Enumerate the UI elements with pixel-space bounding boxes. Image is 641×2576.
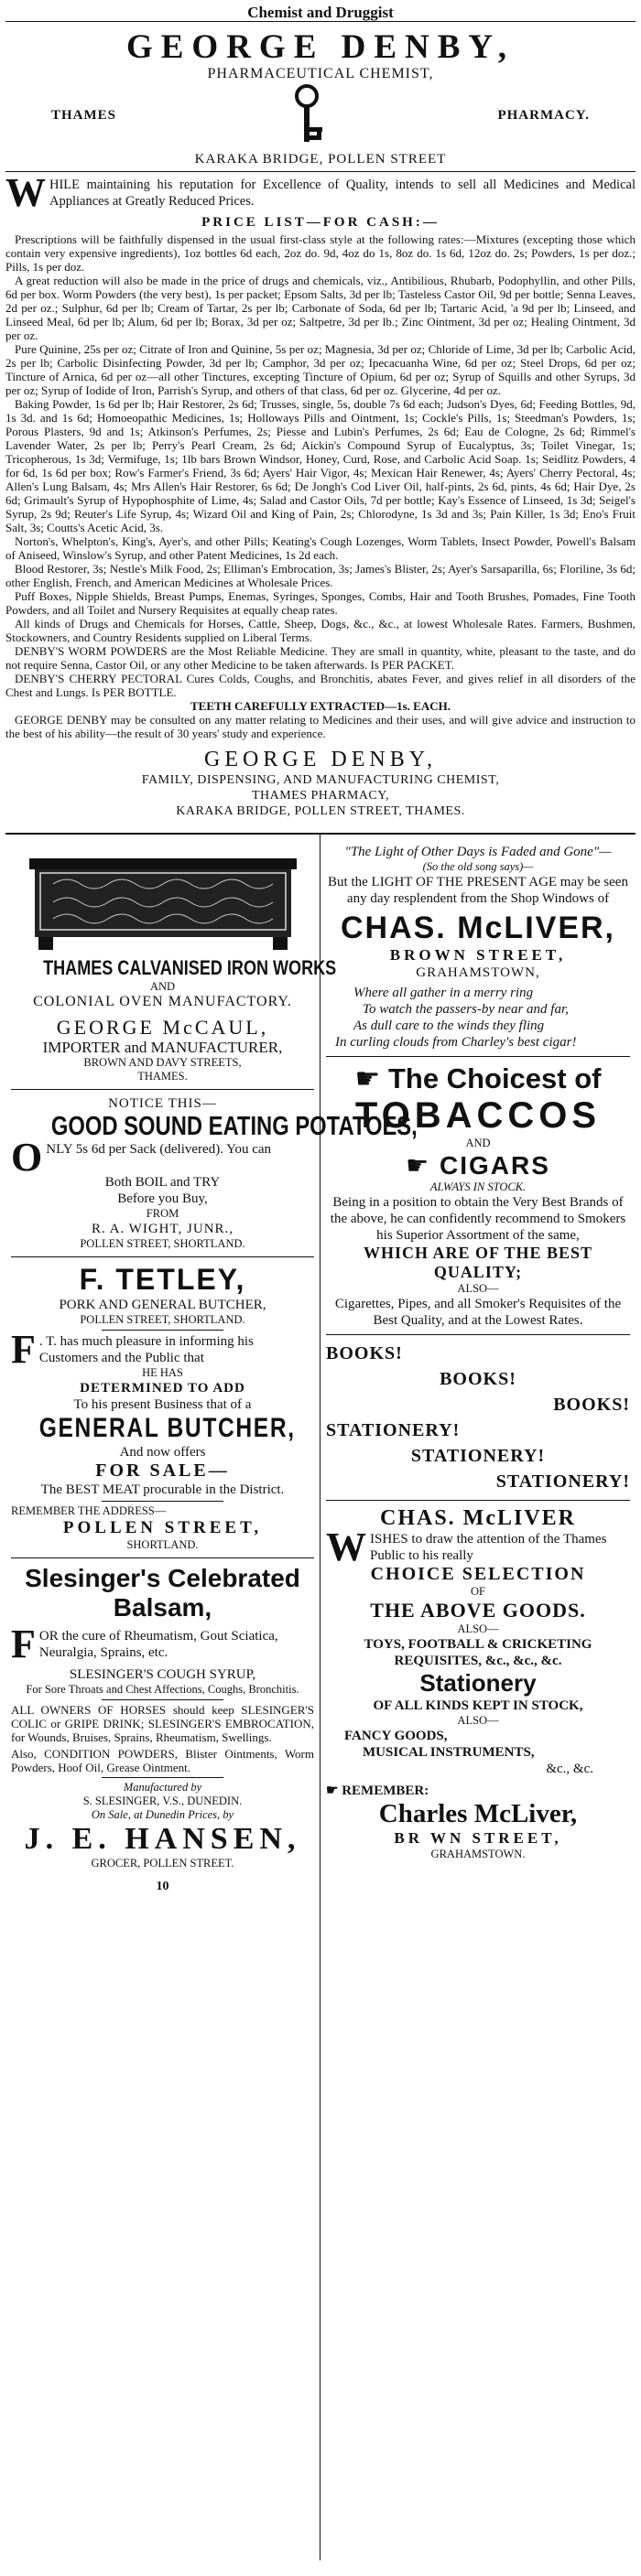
slesinger-advert (11, 1558, 314, 1900)
slesinger-on-sale: On Sale, at Dunedin Prices, by (91, 1808, 234, 1821)
potatoes-price-text: NLY 5s 6d per Sack (delivered). You can (46, 1142, 272, 1157)
denby-closing: GEORGE DENBY may be consulted on any matter relating to Medicines and their uses, and will give advice and instruction to the best of his ability—the result of 30 years' study and experience. (5, 713, 636, 740)
poem-song: (So the old song says)— (422, 860, 534, 873)
price-paragraph: Blood Restorer, 3s; Nestle's Milk Food, 2s; Elliman's Embrocation, 3s; James's Blister, 2s; Ayer's Sarsaparilla, 6s; Floriline, 3s 6d; other English, French, and American Medicines at Wholesale Prices. (5, 562, 636, 589)
slesinger-maker: S. SLESINGER, V.S., DUNEDIN. (82, 1795, 243, 1807)
tetley-general-butcher: GENERAL BUTCHER, (38, 1413, 296, 1443)
slesinger-owners: ALL OWNERS OF HORSES should keep SLESINGER'S COLIC or GRIPE DRINK; SLESINGER'S EMBROCATION, for Wounds, Bruises, Sprains, Rheumatism, Swellings. (11, 1703, 314, 1744)
mccaul-streets: BROWN AND DAVY STREETS, (83, 1056, 242, 1069)
potatoes-seller: R. A. WIGHT, JUNR., (91, 1222, 234, 1236)
mcliver-also-1: ALSO— (457, 1622, 499, 1635)
tetley-trade: PORK AND GENERAL BUTCHER, (59, 1298, 266, 1312)
signature-name: Charles McLiver, (378, 1799, 578, 1828)
hansen-name: J. E. HANSEN, (24, 1822, 301, 1856)
mcliver-advert (326, 1501, 630, 1867)
mcliver-fancy: FANCY GOODS, (344, 1729, 448, 1743)
poem-verse (326, 985, 630, 1051)
mcliver-kinds: OF ALL KINDS KEPT IN STOCK, (373, 1698, 583, 1713)
potatoes-advert (11, 1090, 418, 1257)
stationery-row (326, 1417, 630, 1443)
choicest-heading (326, 1062, 630, 1095)
potatoes-notice: NOTICE THIS— (108, 1096, 217, 1111)
potatoes-from: FROM (146, 1207, 179, 1220)
mcliver-goods: THE ABOVE GOODS. (370, 1599, 586, 1622)
key-row (5, 82, 636, 148)
poem-street: BROWN STREET, (389, 946, 567, 964)
key-icon (279, 83, 334, 147)
denby-footer-line1: FAMILY, DISPENSING, AND MANUFACTURING CHEMIST, (141, 773, 500, 787)
thames-label: THAMES (51, 107, 117, 123)
stationery-row (326, 1469, 630, 1494)
teeth-extraction: TEETH CAREFULLY EXTRACTED—1s. EACH. (190, 699, 451, 713)
potatoes-dropcap: O (11, 1135, 43, 1180)
oven-manufactory: COLONIAL OVEN MANUFACTORY. (33, 994, 292, 1009)
price-paragraph: DENBY'S CHERRY PECTORAL Cures Colds, Coughs, and Bronchitis, abates Fever, and gives relief in all disorders of the Chest and Lungs. Is PER BOTTLE. (5, 672, 636, 699)
stationery-1: STATIONERY! (326, 1420, 461, 1440)
cigars-text: CIGARS (439, 1151, 550, 1180)
tetley-name: F. TETLEY, (79, 1263, 246, 1296)
tetley-street: POLLEN STREET, (62, 1518, 263, 1537)
mcliver-wishes-text: ISHES to draw the attention of the Thames Public to his really (370, 1532, 607, 1563)
tetley-for-sale: FOR SALE— (95, 1460, 230, 1481)
poem-quote: "The Light of Other Days is Faded and Gone"— (344, 845, 612, 859)
books-row (326, 1341, 630, 1366)
mcliver-wishes (326, 1525, 630, 1569)
poem-light: But the LIGHT OF THE PRESENT AGE may be seen any day resplendent from the Shop Windows of (328, 875, 628, 906)
stationery-3: STATIONERY! (495, 1471, 630, 1492)
hansen-address: GROCER, POLLEN STREET. (91, 1857, 234, 1870)
signature-street: BR WN STREET, (394, 1829, 562, 1847)
slesinger-also: Also, CONDITION POWDERS, Blister Ointments, Worm Powders, Hoof Oil, Grease Ointment. (11, 1747, 314, 1774)
tobacco-cigarettes: Cigarettes, Pipes, and all Smoker's Requisites of the Best Quality, and at the Lowest Rates. (334, 1297, 622, 1328)
cigars-heading (326, 1150, 630, 1180)
denby-title: PHARMACEUTICAL CHEMIST, (207, 66, 434, 81)
tetley-dropcap: F (11, 1327, 36, 1372)
mcliver-toys: TOYS, FOOTBALL & CRICKETING REQUISITES, &c., &c., &c. (364, 1637, 592, 1668)
pointing-hand-icon: ☛ (354, 1062, 381, 1094)
tetley-he-has: HE HAS (142, 1366, 183, 1379)
price-paragraph: Pure Quinine, 25s per oz; Citrate of Iron and Quinine, 5s per oz; Magnesia, 3d per oz; Chloride of Lime, 3d per lb; Carbolic Acid, 2s per lb; Carbolic Disinfecting Powder, 3d per lb; Camphor, 3d per oz; Ipecacuanha Wine, 6d per oz; Steel Drops, 6d per oz; Tincture of Arnica, 6d per oz—all other Tinctures, excepting Tincture of Opium, 6d per oz; Syrup of Squills and other Syrups, 3d per oz; Syrup of Iodide of Iron, Parrish's Syrup, and others of that class, 6d per oz. Glycerine, 4d per oz. (5, 342, 636, 397)
mcliver-remember-text: REMEMBER: (342, 1784, 429, 1798)
poem-town: GRAHAMSTOWN, (416, 965, 540, 980)
price-list-heading: PRICE LIST—FOR CASH:— (201, 215, 440, 230)
potatoes-price (11, 1135, 314, 1180)
tetley-address: POLLEN STREET, SHORTLAND. (80, 1313, 245, 1326)
signature-town: GRAHAMSTOWN. (430, 1848, 526, 1860)
stationery-2: STATIONERY! (410, 1446, 546, 1466)
mccaul-trade: IMPORTER and MANUFACTURER, (42, 1039, 283, 1056)
books-3: BOOKS! (553, 1395, 630, 1415)
tetley-remember: REMEMBER THE ADDRESS— (11, 1504, 167, 1517)
mcliver-name: CHAS. McLIVER (379, 1506, 576, 1530)
slesinger-manufactured: Manufactured by (123, 1781, 202, 1794)
right-column (320, 835, 636, 2560)
price-list-body (5, 232, 636, 740)
price-paragraph: All kinds of Drugs and Chemicals for Horses, Cattle, Sheep, Dogs, &c., &c., at lowest Wholesale Rates. Farmers, Bushmen, Stockowners, and Country Residents supplied on Liberal Terms. (5, 617, 636, 644)
running-head: Chemist and Druggist (5, 0, 636, 22)
tetley-place: SHORTLAND. (126, 1538, 199, 1551)
denby-address: KARAKA BRIDGE, POLLEN STREET (194, 152, 447, 167)
iron-works-title: THAMES CALVANISED IRON WORKS (43, 956, 337, 979)
verse-line: To watch the passers-by near and far, (363, 1002, 569, 1017)
tetley-intro (11, 1327, 314, 1372)
page-number: 10 (156, 1880, 169, 1893)
pharmacy-label: PHARMACY. (497, 107, 590, 123)
denby-footer-name: GEORGE DENBY, (204, 748, 437, 771)
poem-mcliver-name: CHAS. McLIVER, (340, 911, 616, 945)
mcliver-remember (326, 1783, 630, 1799)
tetley-offers: And now offers (119, 1445, 206, 1460)
tetley-intro-text: . T. has much pleasure in informing his Customers and the Public that (38, 1334, 254, 1365)
tobacco-which: WHICH ARE OF THE BEST QUALITY; (363, 1244, 593, 1281)
price-paragraph: Puff Boxes, Nipple Shields, Breast Pumps, Enemas, Syringes, Sponges, Combs, Hair and Tooth Brushes, Pomades, Fine Tooth Powders, and all Toilet and Nursery Requisites at equally cheap rates. (5, 589, 636, 617)
books-2: BOOKS! (440, 1369, 516, 1389)
potatoes-headline: GOOD SOUND EATING POTATOES, (50, 1112, 418, 1141)
mcliver-musical: MUSICAL INSTRUMENTS, (363, 1745, 535, 1760)
verse-line: In curling clouds from Charley's best cigar! (335, 1035, 577, 1050)
denby-advertisement (5, 29, 636, 835)
tobaccos-heading: TOBACCOS (354, 1095, 602, 1136)
iron-tank-illustration (16, 847, 310, 953)
advert-columns (5, 835, 636, 2560)
pointing-hand-icon: ☛ (326, 1784, 339, 1798)
denby-intro-text: HILE maintaining his reputation for Excellence of Quality, intends to sell all Medicines and Medical Appliances at Greatly Reduced Prices. (49, 178, 636, 209)
slesinger-syrup-for: For Sore Throats and Chest Affections, Coughs, Bronchitis. (26, 1683, 299, 1696)
price-paragraph: A great reduction will also be made in the price of drugs and chemicals, viz., Antibilious, Rhubarb, Podophyllin, and other Pills, 6d per box. Worm Powders (the very best), 1s per packet; Epsom Salts, 3d per lb; Tasteless Castor Oil, 9d per bottle; Senna Leaves, 2d per oz.; Sulphur, 6d per lb; Cream of Tartar, 2s per lb; Carbonate of Soda, 6d per lb; Tartaric Acid, 'a 9d per lb; Linseed, and Linseed Meal, 6d per lb; Alum, 6d per lb; Borax, 3d per oz; Saltpetre, 3d per lb.; Zinc Ointment, 3d per oz; Healing Ointment, 3d per oz. (5, 274, 636, 342)
tetley-advert (11, 1257, 314, 1558)
mcliver-stationery: Stationery (419, 1669, 537, 1697)
pointing-hand-icon: ☛ (406, 1151, 431, 1180)
mcliver-of: OF (471, 1585, 485, 1598)
mcliver-etc: &c., &c. (546, 1762, 593, 1776)
verse-line: Where all gather in a merry ring (353, 986, 534, 1000)
denby-footer-line3: KARAKA BRIDGE, POLLEN STREET, THAMES. (176, 804, 465, 818)
tetley-business: To his present Business that of a (73, 1397, 252, 1412)
slesinger-headline: Slesinger's Celebrated Balsam, (25, 1564, 300, 1622)
mcliver-also-2: ALSO— (457, 1714, 499, 1727)
denby-intro (5, 170, 636, 215)
iron-works-advert (11, 838, 337, 1090)
price-paragraph: Prescriptions will be faithfully dispensed in the usual first-class style at the following rates:—Mixtures (excepting those which contain very expensive ingredients), 1oz bottles 6d each, 2oz do. 9d, 4oz do 1s, 8oz do. 1s 6d, 12oz do. 2s; Powders, 1s per doz.; Pills, 1s per doz. (5, 232, 636, 274)
light-of-other-days-advert (326, 838, 630, 1057)
books-row (326, 1366, 630, 1392)
choicest-text: The Choicest of (387, 1062, 602, 1094)
tobacco-stock: ALWAYS IN STOCK. (429, 1180, 527, 1193)
price-paragraph: Baking Powder, 1s 6d per lb; Hair Restorer, 2s 6d; Trusses, single, 5s, double 7s 6d each; Judson's Dyes, 6d; Feeding Bottles, 9d, 1s 3d. and 1s 6d; Homoeopathic Medicines, 1s; Holloways Pills and Ointment, 1s; Cockle's Pills, 1s; Steedman's Powders, 1s; Porous Plasters, 9d and 1s; Atkinson's Perfumes, 2s; Piesse and Lubin's Perfumes, 2s 6d; Eau de Cologne, 2s 6d; Rimmel's Lavender Water, 2s per lb; Perry's Pearl Cream, 2s 6d; Aickin's Compound Syrup of Eucalyptus, 3s; Toilet Vinegar, 1s; Tricopherous, 1s 3d; Vermifuge, 1s; 1lb bars Brown Windsor, Honey, Curd, Rose, and Carbolic Acid Soap. 1s; Seidlitz Powders, 4 for 6d, 1s 6d per box; Row's Farmer's Friend, 3s 6d; Ayers' Hair Vigor, 4s; Mexican Hair Renewer, 4s; Ayers' Cherry Pectoral, 4s; Allen's Lung Balsam, 4s; Mrs Allen's Hair Restorer, 6s 6d; De Jongh's Cod Liver Oil, half-pints, 2s 6d, pints, 4s 6d; Hair Dye, 2s 6d; Grimault's Syrup of Hypophosphite of Lime, 4s; Salad and Castor Oils, 7d per bottle; Kay's Essence of Linseed, 1s 3d; Seigel's Syrup, 2s 9d; Reuter's Life Syrup, 4s; Wizard Oil and King of Pain, 2s; Chlorodyne, 1s 3d and 3s; Pain Killer, 1s 3d; Eno's Fruit Salt, 3s; Coutts's Acetic Acid, 3s. (5, 397, 636, 534)
price-paragraph: DENBY'S WORM POWDERS are the Most Reliable Medicine. They are small in quantity, white, pleasant to the taste, and do not require Senna, Castor Oil, or any other Medicine to be taken afterwards. Is PER PACKET. (5, 644, 636, 672)
tobacco-and: AND (465, 1137, 491, 1149)
slesinger-dropcap: F (11, 1622, 36, 1666)
denby-name: GEORGE DENBY, (125, 28, 516, 66)
potatoes-address: POLLEN STREET, SHORTLAND. (80, 1237, 245, 1250)
slesinger-cure (11, 1622, 314, 1666)
tobacco-advert (326, 1057, 630, 1335)
tobacco-text: Being in a position to obtain the Very Best Brands of the above, he can confidently recommend to Smokers his Superior Assortment of the same, (330, 1195, 626, 1243)
tetley-best-meat: The BEST MEAT procurable in the District. (40, 1482, 285, 1497)
denby-dropcap: W (5, 170, 46, 215)
tobacco-also: ALSO— (457, 1282, 499, 1295)
slesinger-cure-text: OR the cure of Rheumatism, Gout Sciatica, Neuralgia, Sprains, etc. (38, 1629, 278, 1660)
mcliver-choice: CHOICE SELECTION (370, 1564, 586, 1584)
potatoes-line2: Both BOIL and TRY (104, 1175, 221, 1190)
slesinger-syrup: SLESINGER'S COUGH SYRUP, (69, 1667, 256, 1682)
mccaul-name: GEORGE McCAUL, (56, 1016, 269, 1039)
mccaul-town: THAMES. (137, 1070, 188, 1083)
books-1: BOOKS! (326, 1343, 403, 1363)
iron-works-and: AND (149, 980, 176, 993)
potatoes-line3: Before you Buy, (117, 1191, 208, 1206)
books-row (326, 1392, 630, 1417)
books-advert (326, 1335, 630, 1501)
mcliver-dropcap: W (326, 1525, 366, 1569)
tetley-determined: DETERMINED TO ADD (80, 1381, 245, 1396)
verse-line: As dull care to the winds they fling (353, 1019, 545, 1033)
denby-footer-line2: THAMES PHARMACY, (251, 789, 390, 803)
stationery-row (326, 1443, 630, 1469)
price-paragraph: Norton's, Whelpton's, King's, Ayer's, and other Pills; Keating's Cough Lozenges, Worm Tablets, Insect Powder, Powell's Balsam of Aniseed, Winslow's Syrup, and other Patent Medicines, 1s 2d each. (5, 534, 636, 562)
